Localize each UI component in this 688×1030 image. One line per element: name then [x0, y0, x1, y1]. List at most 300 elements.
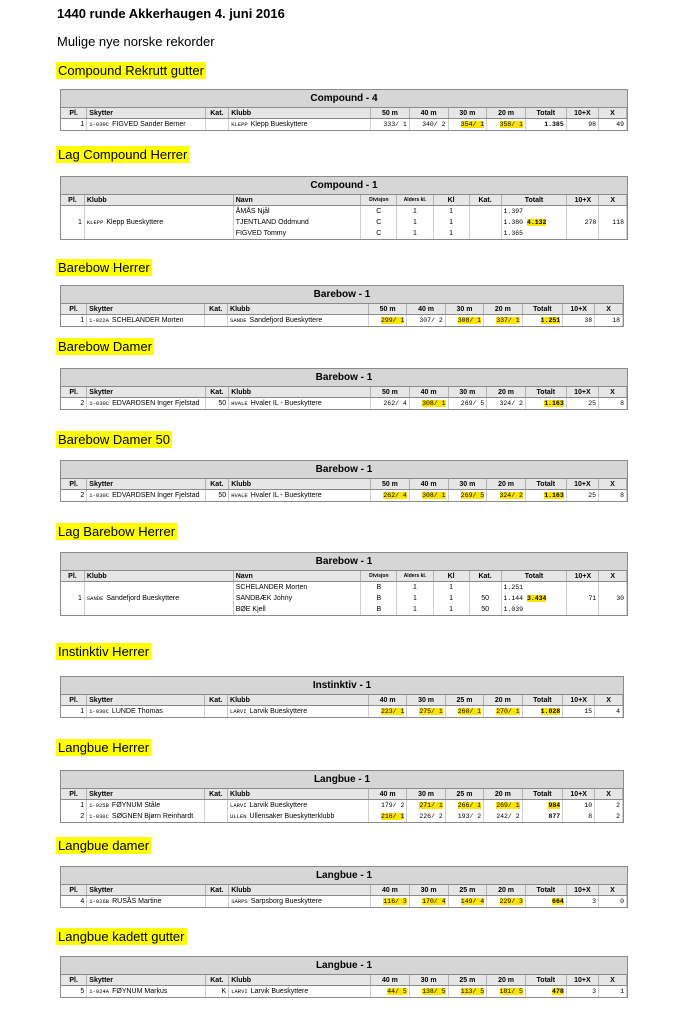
record-total: 984: [548, 802, 561, 809]
score-table: [61, 108, 627, 130]
column-header: Totalt: [501, 195, 567, 206]
distance-score: [448, 119, 487, 131]
distance-score: [371, 896, 410, 908]
distance-score: [484, 800, 522, 812]
member-name: SANDBÆK Johny: [233, 593, 361, 604]
column-header: 10+X: [567, 571, 599, 582]
column-header: Totalt: [501, 571, 567, 582]
column-header: Klubb: [84, 195, 233, 206]
column-header: X: [595, 304, 623, 315]
ten-x-count: 278: [567, 217, 599, 228]
column-header: 20 m: [487, 975, 526, 986]
column-header: 20 m: [487, 108, 526, 119]
column-header: Totalt: [525, 387, 566, 398]
x-count: 0: [599, 896, 627, 908]
score-table: [61, 789, 623, 822]
header-row: [61, 885, 627, 896]
column-header: 30 m: [448, 479, 487, 490]
age-class: 1: [397, 206, 433, 218]
distance-score: 226/ 2: [407, 811, 445, 822]
column-header: Divisjon: [361, 195, 397, 206]
club-code: ULLEN: [230, 813, 247, 820]
distance-score: [407, 800, 445, 812]
x-count: [599, 228, 627, 239]
distance-score: [448, 896, 487, 908]
club: [84, 206, 233, 240]
category: [204, 800, 227, 812]
column-header: Pl.: [61, 695, 87, 706]
results-table: [60, 552, 628, 616]
club-code: SANDE: [230, 317, 247, 324]
column-header: Klubb: [229, 975, 371, 986]
club-name: Larvik Bueskyttere: [250, 988, 309, 995]
shooter-code: 1-039C: [89, 121, 110, 128]
class: 1: [433, 593, 469, 604]
column-header: X: [599, 479, 627, 490]
column-header: X: [599, 571, 627, 582]
column-header: 30 m: [448, 387, 487, 398]
x-count: 8: [599, 398, 627, 410]
header-row: [61, 479, 627, 490]
distance-score: 307/ 2: [407, 315, 445, 327]
ten-x-count: 10: [563, 800, 595, 812]
column-header: Kat.: [205, 885, 229, 896]
column-header: Navn: [233, 571, 361, 582]
column-header: 30 m: [409, 975, 448, 986]
record-total: 1.163: [544, 400, 564, 407]
column-header: 10+X: [563, 304, 595, 315]
document-title: 1440 runde Akkerhaugen 4. juni 2016: [57, 6, 285, 21]
record-total: 664: [552, 898, 564, 905]
distance-score: 324/ 2: [487, 398, 526, 410]
column-header: Kat.: [205, 975, 229, 986]
section-heading: Barebow Herrer: [58, 260, 150, 275]
column-header: 40 m: [409, 108, 448, 119]
column-header: X: [599, 885, 627, 896]
shooter: [87, 986, 205, 998]
table-title: Compound - 4: [61, 90, 627, 108]
column-header: 10+X: [566, 479, 598, 490]
column-header: 10+X: [567, 195, 599, 206]
club-code: KLEPP: [86, 219, 104, 226]
table-title: Compound - 1: [61, 177, 627, 195]
column-header: Alders kl.: [397, 571, 433, 582]
column-header: Klubb: [229, 885, 371, 896]
ten-x-count: [567, 582, 599, 594]
column-header: Kat.: [205, 479, 229, 490]
record-score: 271/ 1: [419, 802, 443, 809]
total-score: 1.385: [525, 119, 566, 131]
x-count: 118: [599, 217, 627, 228]
column-header: 25 m: [445, 789, 483, 800]
record-score: 223/ 1: [380, 708, 405, 715]
shooter-name: FIGVED Sander Berner: [112, 121, 186, 128]
column-header: Pl.: [61, 975, 87, 986]
category: 50: [205, 490, 229, 502]
results-table: [60, 368, 628, 410]
column-header: 30 m: [445, 304, 483, 315]
placement: 5: [61, 986, 87, 998]
table-title: Instinktiv - 1: [61, 677, 623, 695]
column-header: X: [595, 695, 623, 706]
column-header: Klubb: [229, 387, 371, 398]
record-score: 216/ 1: [380, 813, 405, 820]
member-score-value: 1.251: [503, 584, 524, 591]
column-header: X: [599, 387, 627, 398]
results-table: [60, 89, 628, 131]
shooter: [87, 811, 204, 822]
column-header: 20 m: [487, 885, 526, 896]
total-score: [525, 986, 566, 998]
column-header: Kat.: [205, 108, 229, 119]
column-header: Kl: [433, 571, 469, 582]
column-header: Klubb: [229, 108, 371, 119]
distance-score: 193/ 2: [445, 811, 483, 822]
shooter-code: 1-030C: [89, 400, 110, 407]
distance-score: [487, 490, 526, 502]
record-score: 113/ 5: [460, 988, 485, 995]
club: [229, 896, 371, 908]
club-name: Klepp Bueskyttere: [250, 121, 308, 128]
column-header: Kat.: [205, 387, 229, 398]
record-score: 270/ 1: [496, 708, 520, 715]
table-title: Barebow - 1: [61, 553, 627, 571]
category: [204, 706, 227, 718]
column-header: 40 m: [409, 479, 448, 490]
table-title: Barebow - 1: [61, 369, 627, 387]
column-header: Pl.: [61, 108, 87, 119]
header-row: [61, 195, 627, 206]
club: [229, 490, 371, 502]
column-header: Totalt: [522, 695, 563, 706]
results-table: [60, 676, 624, 718]
table-row: [61, 811, 623, 822]
distance-score: [409, 986, 448, 998]
column-header: 40 m: [368, 789, 406, 800]
column-header: Klubb: [228, 695, 369, 706]
distance-score: [409, 896, 448, 908]
shooter: [87, 398, 205, 410]
distance-score: 269/ 5: [448, 398, 487, 410]
category: [205, 896, 229, 908]
column-header: Pl.: [61, 571, 84, 582]
distance-score: [409, 398, 448, 410]
class: 1: [433, 228, 469, 239]
distance-score: [445, 315, 483, 327]
score-table: [61, 695, 623, 717]
column-header: Skytter: [87, 479, 205, 490]
record-total: 1.251: [540, 317, 561, 324]
shooter: [87, 315, 204, 327]
column-header: 20 m: [484, 695, 522, 706]
results-table: [60, 866, 628, 908]
distance-score: 179/ 2: [368, 800, 406, 812]
column-header: 10+X: [566, 387, 598, 398]
document-subtitle: Mulige nye norske rekorder: [57, 34, 215, 49]
record-score: 308/ 1: [422, 400, 446, 407]
record-score: 138/ 5: [422, 988, 446, 995]
member-name: BØE Kjell: [233, 604, 361, 615]
age-class: 1: [397, 604, 433, 615]
category: [469, 217, 501, 228]
column-header: 25 m: [448, 975, 487, 986]
column-header: 50 m: [371, 108, 410, 119]
record-score: 116/ 3: [383, 898, 407, 905]
ten-x-count: 25: [566, 490, 598, 502]
table-title: Langbue - 1: [61, 771, 623, 789]
club-code: SANDE: [86, 595, 104, 602]
shooter-name: SCHELANDER Morten: [111, 317, 184, 324]
ten-x-count: 15: [563, 706, 595, 718]
score-table: [61, 975, 627, 997]
column-header: 10+X: [566, 975, 598, 986]
header-row: [61, 975, 627, 986]
column-header: 40 m: [407, 304, 445, 315]
division: B: [361, 593, 397, 604]
header-row: [61, 108, 627, 119]
score-table: [61, 571, 627, 615]
club-code: HVALE: [231, 492, 248, 499]
score-table: [61, 885, 627, 907]
category: K: [205, 986, 229, 998]
record-score: 149/ 4: [460, 898, 485, 905]
column-header: Skytter: [87, 789, 204, 800]
score-table: [61, 387, 627, 409]
category: [469, 206, 501, 218]
column-header: Totalt: [525, 885, 566, 896]
ten-x-count: 8: [563, 811, 595, 822]
record-score: 44/ 5: [387, 988, 407, 995]
column-header: Klubb: [229, 479, 371, 490]
age-class: 1: [397, 582, 433, 594]
ten-x-count: 71: [567, 593, 599, 604]
table-row: [61, 582, 627, 594]
column-header: Navn: [233, 195, 361, 206]
division: B: [361, 604, 397, 615]
distance-score: 262/ 4: [371, 398, 410, 410]
distance-score: [407, 706, 445, 718]
column-header: 10+X: [563, 695, 595, 706]
club-code: SARPS: [231, 898, 248, 905]
x-count: 30: [599, 593, 627, 604]
distance-score: 333/ 1: [371, 119, 410, 131]
column-header: 30 m: [407, 695, 445, 706]
class: 1: [433, 582, 469, 594]
column-header: Totalt: [522, 789, 563, 800]
member-name: ÅMÅS Njål: [233, 206, 361, 218]
x-count: [599, 206, 627, 218]
column-header: 25 m: [445, 695, 483, 706]
column-header: 30 m: [407, 789, 445, 800]
header-row: [61, 695, 623, 706]
column-header: 10+X: [566, 108, 598, 119]
shooter-name: FØYNUM Markus: [112, 988, 168, 995]
section-heading: Langbue damer: [58, 838, 150, 853]
column-header: 10+X: [566, 885, 598, 896]
section-heading: Lag Compound Herrer: [58, 147, 188, 162]
member-score-value: 1.397: [503, 208, 524, 215]
column-header: 20 m: [484, 304, 522, 315]
member-name: FIGVED Tommy: [233, 228, 361, 239]
shooter-code: 1-030C: [89, 708, 109, 715]
record-score: 170/ 4: [422, 898, 446, 905]
member-score: [501, 593, 567, 604]
class: 1: [433, 604, 469, 615]
table-title: Langbue - 1: [61, 957, 627, 975]
column-header: X: [595, 789, 623, 800]
x-count: 49: [599, 119, 627, 131]
club-name: Larvik Bueskyttere: [249, 802, 308, 809]
column-header: 20 m: [487, 387, 526, 398]
score-table: [61, 479, 627, 501]
record-score: 358/ 1: [499, 121, 523, 128]
placement: 1: [61, 315, 87, 327]
distance-score: [448, 986, 487, 998]
record-score: 229/ 3: [499, 898, 523, 905]
club-name: Ullensaker Bueskytterklubb: [249, 813, 335, 820]
x-count: 18: [595, 315, 623, 327]
section-heading: Instinktiv Herrer: [58, 644, 150, 659]
x-count: 2: [595, 800, 623, 812]
x-count: [599, 604, 627, 615]
shooter: [87, 119, 205, 131]
category: 50: [205, 398, 229, 410]
record-total: 4.132: [526, 219, 547, 226]
distance-score: 340/ 2: [409, 119, 448, 131]
club: [228, 811, 369, 822]
column-header: Divisjon: [361, 571, 397, 582]
record-score: 337/ 1: [496, 317, 520, 324]
category: [469, 228, 501, 239]
shooter-code: 1-030C: [89, 813, 109, 820]
category: [204, 315, 227, 327]
division: C: [361, 206, 397, 218]
record-total: 1.028: [540, 708, 561, 715]
club-code: LARVI: [231, 988, 248, 995]
distance-score: [484, 315, 522, 327]
shooter-code: 1-030C: [89, 492, 110, 499]
club-name: Sandefjord Bueskyttere: [106, 595, 180, 602]
member-score: [501, 206, 567, 218]
header-row: [61, 304, 623, 315]
division: B: [361, 582, 397, 594]
placement: 1: [61, 206, 84, 240]
member-score-value: 1.039: [503, 606, 524, 613]
member-score-value: 1.365: [503, 230, 524, 237]
club-code: KLEPP: [231, 121, 248, 128]
section-heading: Barebow Damer 50: [58, 432, 170, 447]
column-header: X: [599, 195, 627, 206]
club: [84, 582, 233, 616]
column-header: Pl.: [61, 304, 87, 315]
placement: 4: [61, 896, 87, 908]
results-table: [60, 956, 628, 998]
table-row: [61, 800, 623, 812]
column-header: 40 m: [368, 695, 406, 706]
column-header: Skytter: [87, 108, 205, 119]
shooter-name: LUNDE Thomas: [111, 708, 163, 715]
shooter: [87, 490, 205, 502]
club: [228, 315, 369, 327]
column-header: Skytter: [87, 975, 205, 986]
shooter: [87, 800, 204, 812]
club-name: Larvik Bueskyttere: [249, 708, 308, 715]
section-heading: Langbue Herrer: [58, 740, 150, 755]
table-title: Barebow - 1: [61, 461, 627, 479]
distance-score: 242/ 2: [484, 811, 522, 822]
club-name: Sandefjord Bueskyttere: [249, 317, 323, 324]
results-table: [60, 176, 628, 240]
results-table: [60, 770, 624, 823]
placement: 2: [61, 398, 87, 410]
record-score: 269/ 1: [496, 802, 520, 809]
column-header: Pl.: [61, 195, 84, 206]
placement: 2: [61, 811, 87, 822]
x-count: 4: [595, 706, 623, 718]
record-total: 1.163: [544, 492, 564, 499]
section-heading: Barebow Damer: [58, 339, 152, 354]
club: [229, 119, 371, 131]
results-table: [60, 285, 624, 327]
club: [229, 398, 371, 410]
club: [229, 986, 371, 998]
total-score: [525, 896, 566, 908]
record-total: 478: [552, 988, 564, 995]
x-count: [599, 582, 627, 594]
section-heading: Compound Rekrutt gutter: [58, 63, 204, 78]
header-row: [61, 571, 627, 582]
table-row: [61, 896, 627, 908]
header-row: [61, 387, 627, 398]
shooter-name: RUSÅS Martine: [112, 898, 162, 905]
record-score: 181/ 5: [499, 988, 523, 995]
club: [228, 706, 369, 718]
club-name: Hvaler IL - Bueskyttere: [250, 492, 322, 499]
member-name: SCHELANDER Morten: [233, 582, 361, 594]
column-header: Kl: [433, 195, 469, 206]
distance-score: [368, 706, 406, 718]
record-score: 324/ 2: [499, 492, 523, 499]
column-header: Pl.: [61, 479, 87, 490]
member-score-value: 1.380: [503, 219, 524, 226]
class: 1: [433, 206, 469, 218]
distance-score: [371, 986, 410, 998]
distance-score: [368, 315, 406, 327]
distance-score: [445, 706, 483, 718]
distance-score: [448, 490, 487, 502]
table-title: Barebow - 1: [61, 286, 623, 304]
distance-score: [368, 811, 406, 822]
column-header: Totalt: [525, 108, 566, 119]
column-header: Totalt: [525, 479, 566, 490]
table-row: [61, 206, 627, 218]
shooter: [87, 896, 205, 908]
table-row: [61, 490, 627, 502]
column-header: 30 m: [409, 885, 448, 896]
column-header: Skytter: [87, 387, 205, 398]
club-name: Klepp Bueskyttere: [106, 219, 164, 226]
distance-score: [484, 706, 522, 718]
shooter-code: 1-024A: [89, 988, 110, 995]
distance-score: [445, 800, 483, 812]
column-header: Kat.: [204, 789, 227, 800]
table-row: [61, 706, 623, 718]
score-table: [61, 195, 627, 239]
member-score: [501, 582, 567, 594]
header-row: [61, 789, 623, 800]
ten-x-count: 98: [566, 119, 598, 131]
shooter-name: EDVARDSEN Inger Fjelstad: [112, 492, 200, 499]
